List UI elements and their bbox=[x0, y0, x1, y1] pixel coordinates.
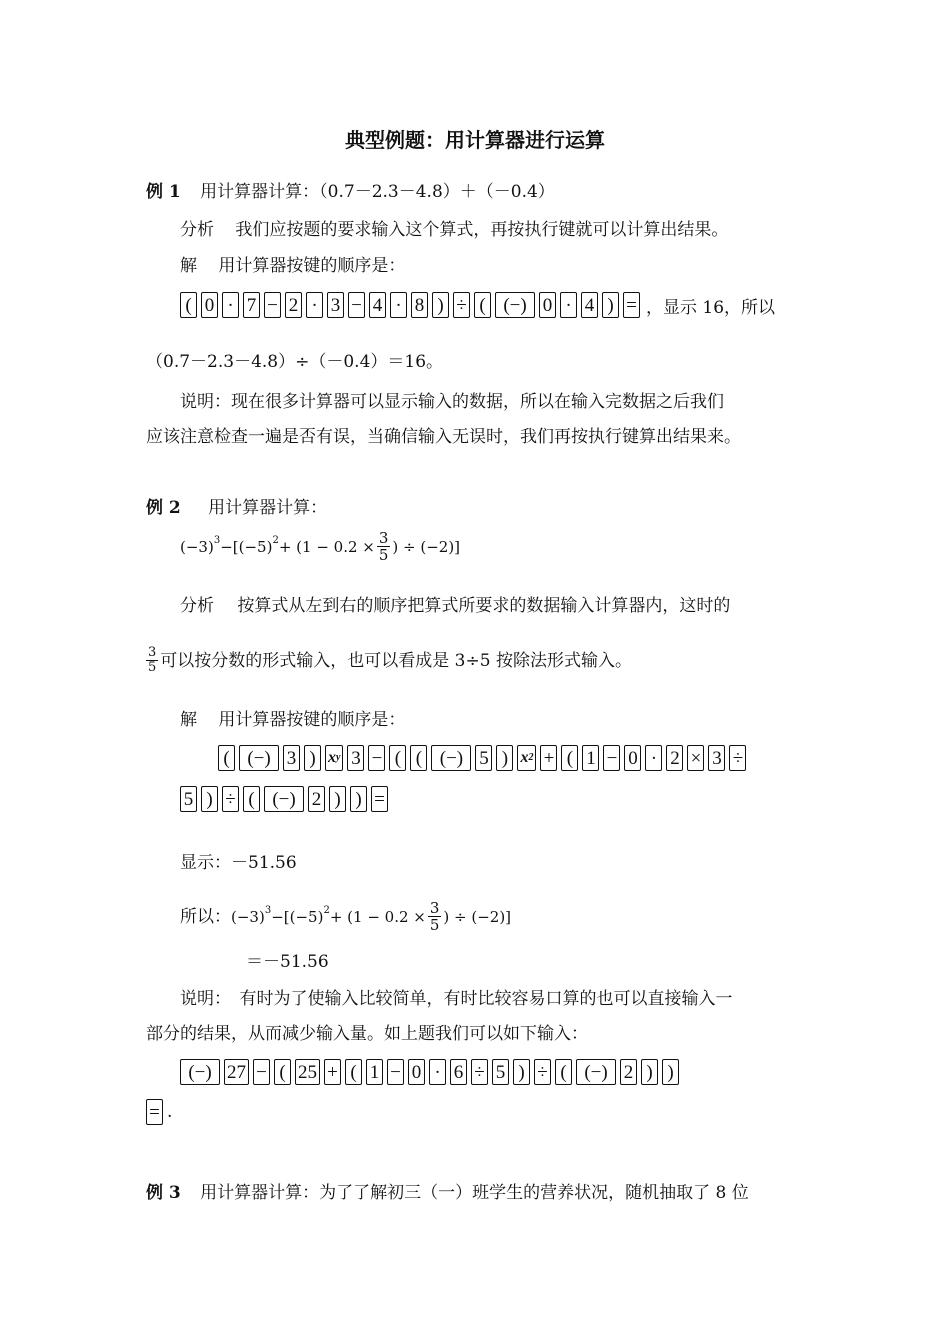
calculator-key: (−) bbox=[431, 745, 471, 771]
calculator-key: ) bbox=[201, 786, 218, 812]
calculator-key: 0 bbox=[408, 1059, 425, 1085]
calculator-key: ) bbox=[496, 745, 513, 771]
example-2-expression-repeat bbox=[231, 900, 511, 933]
calculator-key: 8 bbox=[411, 292, 428, 318]
example-2-so bbox=[180, 900, 511, 933]
calculator-key: ( bbox=[243, 786, 260, 812]
calculator-key: ÷ bbox=[729, 745, 746, 771]
calculator-key: ( bbox=[274, 1059, 291, 1085]
calculator-key: ( bbox=[180, 292, 197, 318]
example-1-analysis bbox=[180, 218, 728, 242]
calculator-key: · bbox=[429, 1059, 446, 1085]
calculator-key: ) bbox=[350, 786, 367, 812]
calculator-key: ÷ bbox=[534, 1059, 551, 1085]
keys-suffix: . bbox=[167, 1102, 173, 1122]
calculator-key: (−) bbox=[239, 745, 279, 771]
fraction bbox=[377, 530, 391, 563]
so-label: 所以： bbox=[180, 906, 231, 927]
analysis-text: 可以按分数的形式输入，也可以看成是 3÷5 按除法形式输入。 bbox=[160, 650, 632, 671]
calculator-key: ) bbox=[329, 786, 346, 812]
example-3-prompt: 用计算器计算：为了了解初三（一）班学生的营养状况，随机抽取了 8 位 bbox=[200, 1183, 749, 1203]
expr-part: ) ÷ (−2)] bbox=[392, 537, 461, 556]
calculator-key: 3 bbox=[347, 745, 364, 771]
calculator-key: ÷ bbox=[222, 786, 239, 812]
calculator-key: 5 bbox=[180, 786, 197, 812]
calculator-key: 1 bbox=[366, 1059, 383, 1085]
example-2-equals: ＝－51.56 bbox=[246, 952, 329, 972]
example-1-keys bbox=[180, 290, 775, 320]
example-2-note-line-1: 说明： 有时为了使输入比较简单，有时比较容易口算的也可以直接输入一 bbox=[180, 989, 733, 1009]
calculator-key: 2 bbox=[285, 292, 302, 318]
expr-part: (−3) bbox=[231, 907, 265, 926]
expr-exponent: 3 bbox=[264, 904, 272, 916]
calculator-key: (−) bbox=[495, 292, 535, 318]
calculator-key: 4 bbox=[581, 292, 598, 318]
calculator-key: · bbox=[222, 292, 239, 318]
calculator-key: ) bbox=[602, 292, 619, 318]
solution-text: 用计算器按键的顺序是： bbox=[218, 710, 406, 730]
calculator-key: ) bbox=[513, 1059, 530, 1085]
calculator-key: · bbox=[560, 292, 577, 318]
calculator-key: − bbox=[253, 1059, 270, 1085]
analysis-label: 分析 bbox=[180, 596, 214, 616]
analysis-text: 按算式从左到右的顺序把算式所要求的数据输入计算器内，这时的 bbox=[237, 596, 731, 616]
expr-exponent: 2 bbox=[323, 904, 330, 916]
calculator-key: 0 bbox=[201, 292, 218, 318]
example-2-header bbox=[146, 496, 327, 520]
fraction-denominator: 5 bbox=[378, 546, 389, 564]
calculator-key: · bbox=[390, 292, 407, 318]
calculator-key: (−) bbox=[264, 786, 304, 812]
example-1-label: 例 1 bbox=[146, 182, 181, 202]
example-2-analysis bbox=[180, 594, 730, 618]
calculator-key: 2 bbox=[308, 786, 325, 812]
calculator-key: ) bbox=[662, 1059, 679, 1085]
calculator-key: ÷ bbox=[471, 1059, 488, 1085]
calculator-key: x 2 bbox=[517, 745, 536, 771]
solution-label: 解 bbox=[180, 256, 197, 276]
fraction-numerator: 3 bbox=[429, 899, 440, 917]
inline-fraction bbox=[146, 646, 158, 675]
calculator-key: ( bbox=[218, 745, 235, 771]
calculator-key: − bbox=[603, 745, 620, 771]
calculator-key: − bbox=[348, 292, 365, 318]
calculator-key: + bbox=[540, 745, 557, 771]
example-2-analysis-line-2 bbox=[146, 646, 632, 675]
example-1-result: （0.7－2.3－4.8）÷（－0.4）＝16。 bbox=[146, 352, 444, 372]
analysis-text: 我们应按题的要求输入这个算式，再按执行键就可以计算出结果。 bbox=[235, 220, 729, 240]
calculator-key: 2 bbox=[666, 745, 683, 771]
analysis-label: 分析 bbox=[180, 220, 214, 240]
calculator-key: 0 bbox=[539, 292, 556, 318]
calculator-key: − bbox=[368, 745, 385, 771]
calculator-key: + bbox=[324, 1059, 341, 1085]
example-3-label: 例 3 bbox=[146, 1183, 181, 1203]
expr-part: (−3) bbox=[180, 537, 214, 556]
example-1-prompt: 用计算器计算：（0.7－2.3－4.8）＋（－0.4） bbox=[200, 182, 555, 202]
example-1-header bbox=[146, 180, 555, 204]
calculator-key: 27 bbox=[224, 1059, 249, 1085]
calculator-key: 4 bbox=[369, 292, 386, 318]
calculator-key: ) bbox=[304, 745, 321, 771]
example-2-prompt: 用计算器计算： bbox=[208, 498, 328, 518]
calculator-key: − bbox=[264, 292, 281, 318]
example-3-header bbox=[146, 1181, 749, 1205]
calculator-key: ( bbox=[555, 1059, 572, 1085]
example-1-solution bbox=[180, 254, 405, 278]
example-2-keys-row-1 bbox=[218, 743, 750, 773]
solution-text: 用计算器按键的顺序是： bbox=[218, 256, 406, 276]
expr-exponent: 2 bbox=[272, 535, 279, 546]
calculator-key: · bbox=[645, 745, 662, 771]
example-2-solution bbox=[180, 708, 405, 732]
fraction bbox=[428, 900, 442, 933]
calculator-key: 7 bbox=[243, 292, 260, 318]
calculator-key: ( bbox=[410, 745, 427, 771]
fraction-denominator: 5 bbox=[429, 916, 440, 934]
calculator-key: 0 bbox=[624, 745, 641, 771]
example-1-note-line-2: 应该注意检查一遍是否有误，当确信输入无误时，我们再按执行键算出结果来。 bbox=[146, 427, 741, 447]
calculator-key: 3 bbox=[708, 745, 725, 771]
solution-label: 解 bbox=[180, 710, 197, 730]
calculator-key: = bbox=[371, 786, 388, 812]
calculator-key: ( bbox=[561, 745, 578, 771]
expr-part: + (1 − 0.2 × bbox=[329, 907, 426, 926]
calculator-key: x y bbox=[325, 745, 343, 771]
calculator-key: · bbox=[306, 292, 323, 318]
calculator-key: = bbox=[623, 292, 640, 318]
calculator-key: × bbox=[687, 745, 704, 771]
expr-part: ) ÷ (−2)] bbox=[443, 907, 512, 926]
expr-part: + (1 − 0.2 × bbox=[278, 537, 375, 556]
calculator-key: 5 bbox=[492, 1059, 509, 1085]
calculator-key: 2 bbox=[620, 1059, 637, 1085]
calculator-key: 25 bbox=[295, 1059, 320, 1085]
example-2-keys-row-4 bbox=[146, 1097, 172, 1127]
calculator-key: 5 bbox=[475, 745, 492, 771]
example-2-label: 例 2 bbox=[146, 498, 181, 518]
calculator-key: = bbox=[146, 1099, 163, 1125]
calculator-key: 3 bbox=[283, 745, 300, 771]
example-1-note-line-1: 说明：现在很多计算器可以显示输入的数据，所以在输入完数据之后我们 bbox=[180, 392, 724, 412]
example-2-expression bbox=[180, 530, 460, 563]
fraction-numerator: 3 bbox=[378, 529, 389, 547]
fraction-numerator: 3 bbox=[148, 645, 157, 660]
example-2-display: 显示：－51.56 bbox=[180, 853, 297, 873]
calculator-key: ) bbox=[432, 292, 449, 318]
calculator-key: (−) bbox=[576, 1059, 616, 1085]
calculator-key: ( bbox=[474, 292, 491, 318]
calculator-key: ( bbox=[345, 1059, 362, 1085]
calculator-key: 6 bbox=[450, 1059, 467, 1085]
calculator-key: ) bbox=[641, 1059, 658, 1085]
calculator-key: 1 bbox=[582, 745, 599, 771]
calculator-key: ÷ bbox=[453, 292, 470, 318]
page-title: 典型例题：用计算器进行运算 bbox=[345, 128, 605, 152]
fraction-denominator: 5 bbox=[148, 660, 157, 675]
keys-suffix: ，显示 16，所以 bbox=[646, 297, 776, 318]
example-2-keys-row-2 bbox=[180, 784, 392, 814]
expr-part: −[(−5) bbox=[220, 537, 273, 556]
calculator-key: ( bbox=[389, 745, 406, 771]
example-2-keys-row-3 bbox=[180, 1057, 683, 1087]
expr-part: −[(−5) bbox=[271, 907, 324, 926]
calculator-key: − bbox=[387, 1059, 404, 1085]
expr-exponent: 3 bbox=[213, 535, 221, 546]
calculator-key: (−) bbox=[180, 1059, 220, 1085]
calculator-key: 3 bbox=[327, 292, 344, 318]
example-2-note-line-2: 部分的结果，从而减少输入量。如上题我们可以如下输入： bbox=[146, 1024, 588, 1044]
